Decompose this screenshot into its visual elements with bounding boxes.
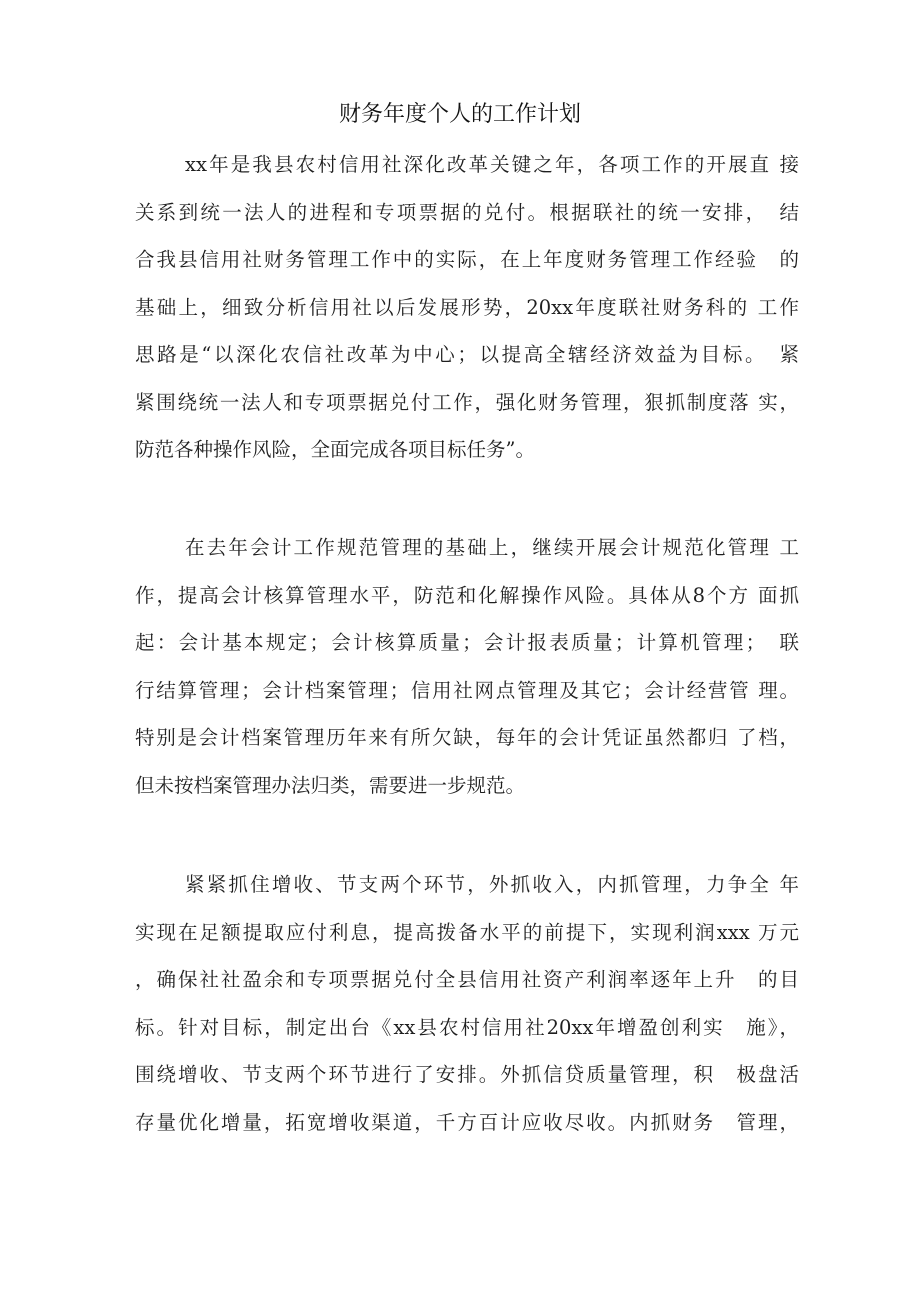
- text-line: 特别是会计档案管理历年来有所欠缺，每年的会计凭证虽然都归 了档，: [135, 726, 799, 749]
- text-line: ，确保社社盈余和专项票据兑付全县信用社资产利润率逐年上升 的目: [135, 968, 799, 991]
- text-line: 紧围绕统一法人和专项票据兑付工作，强化财务管理，狠抓制度落 实，: [135, 390, 799, 414]
- text-line: 在去年会计工作规范管理的基础上，继续开展会计规范化管理 工: [185, 536, 799, 559]
- text-line: xx年是我县农村信用社深化改革关键之年，各项工作的开展直 接: [185, 153, 799, 176]
- text-line: 标。针对目标，制定出台《xx县农村信用社20xx年增盈创利实 施》，: [135, 1015, 799, 1039]
- text-line: 防范各种操作风险，全面完成各项目标任务”。: [135, 438, 535, 461]
- text-line: 围绕增收、节支两个环节进行了安排。外抓信贷质量管理，积 极盘活: [135, 1063, 799, 1086]
- text-line: 合我县信用社财务管理工作中的实际，在上年度财务管理工作经验 的: [135, 248, 799, 271]
- paragraph-1: [135, 141, 799, 474]
- text-line: 实现在足额提取应付利息，提高拨备水平的前提下，实现利润xxx 万元: [135, 920, 799, 944]
- text-line: 紧紧抓住增收、节支两个环节，外抓收入，内抓管理，力争全 年: [185, 873, 799, 896]
- text-line: 基础上，细致分析信用社以后发展形势，20xx年度联社财务科的 工作: [135, 295, 799, 319]
- text-line: 起：会计基本规定；会计核算质量；会计报表质量；计算机管理； 联: [135, 631, 799, 654]
- text-line: 关系到统一法人的进程和专项票据的兑付。根据联社的统一安排， 结: [135, 200, 799, 224]
- text-line: 存量优化增量，拓宽增收渠道，千方百计应收尽收。内抓财务 管理，: [135, 1110, 799, 1134]
- paragraph-3: [135, 861, 799, 1146]
- text-line: 思路是“以深化农信社改革为中心；以提高全辖经济效益为目标。 紧: [135, 343, 799, 366]
- text-line: 行结算管理；会计档案管理；信用社网点管理及其它；会计经营管 理。: [135, 678, 799, 702]
- paragraph-2: [135, 524, 799, 809]
- document-title: 财务年度个人的工作计划: [338, 102, 581, 127]
- text-line: 作，提高会计核算管理水平，防范和化解操作风险。具体从8个方 面抓: [135, 583, 799, 607]
- text-line: 但未按档案管理办法归类，需要进一步规范。: [135, 773, 526, 797]
